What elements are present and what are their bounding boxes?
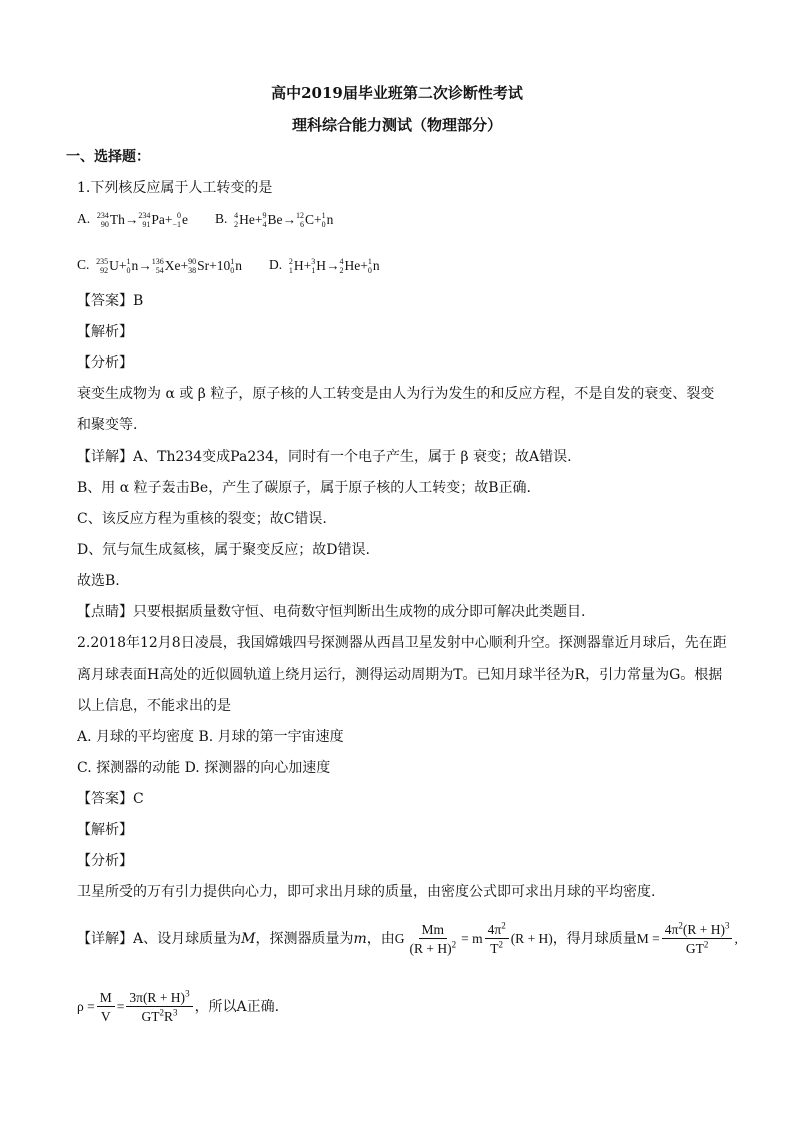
q1-detail-c: C、该反应方程为重核的裂变；故C错误. [77, 511, 327, 527]
q1-choose: 故选B. [77, 573, 120, 589]
q1-option-a-label: A. [77, 211, 91, 226]
q2-density-equation: ρ = $\frac{M}{V}$ = $\frac{3\pi(R + H)^3}{GT^2R^3}$ [77, 990, 195, 1024]
q2-mass-equation: M = $\frac{4\pi^2(R + H)^3}{GT^2}$ , [636, 920, 738, 956]
q1-option-a-equation: 234 90 Th→ 234 91 Pa+ 0 −1 e [96, 210, 189, 229]
q2-detail-mid: ，探测器质量为 [255, 931, 354, 947]
q2-analysis: 卫星所受的万有引力提供向心力，即可求出月球的质量，由密度公式即可求出月球的平均密度. [77, 884, 656, 900]
page-title: 高中2019届毕业班第二次诊断性考试 [271, 84, 523, 102]
q1-option-b-equation: 4 2 He+ 9 4 Be→ 12 6 C+ 1 0 n [234, 210, 334, 229]
q2-options-cd: C. 探测器的动能 D. 探测器的向心加速度 [77, 760, 331, 776]
q2-options-ab: A. 月球的平均密度 B. 月球的第一宇宙速度 [77, 729, 344, 745]
q2-var-M: M [241, 931, 256, 947]
q2-density-suffix: ，所以A正确. [194, 999, 280, 1015]
q1-stem: 1.下列核反应属于人工转变的是 [77, 180, 273, 196]
q2-stem-line-2: 离月球表面H高处的近似圆轨道上绕月运行，测得运动周期为T。已知月球半径为R，引力常量为G。根据 [77, 667, 723, 683]
section-heading: 一、选择题： [66, 149, 150, 165]
q1-option-c-label: C. [77, 257, 90, 272]
q1-option-d-label: D. [269, 257, 283, 272]
q1-option-b-label: B. [215, 211, 228, 226]
q1-option-d-equation: 2 1 H+ 3 1 H→ 4 2 He+ 1 0 n [288, 256, 380, 275]
q2-density-line [77, 990, 279, 1024]
q1-fenxi-label: 【分析】 [77, 355, 133, 371]
q2-stem-line-1: 2.2018年12月8日凌晨，我国嫦娥四号探测器从西昌卫星发射中心顺利升空。探测器靠近月球后，先在距 [77, 635, 727, 651]
page-subtitle: 理科综合能力测试（物理部分） [291, 116, 502, 134]
q2-answer: 【答案】C [77, 791, 144, 807]
q2-detail-line [77, 922, 738, 956]
q2-var-m: m [353, 931, 367, 947]
q1-jiexi-label: 【解析】 [77, 324, 133, 340]
q1-options-cd [77, 256, 380, 275]
q2-detail-mid3: ，得月球质量 [552, 931, 637, 947]
q2-fenxi-label: 【分析】 [77, 853, 133, 869]
q1-options-ab [77, 210, 333, 229]
q1-detail-b: B、用 α 粒子轰击Be，产生了碳原子，属于原子核的人工转变；故B正确. [77, 480, 531, 496]
q1-detail-d: D、氘与氚生成氦核，属于聚变反应；故D错误. [77, 542, 370, 558]
q1-tip: 【点睛】只要根据质量数守恒、电荷数守恒判断出生成物的成分即可解决此类题目. [77, 604, 586, 620]
q1-answer: 【答案】B [77, 293, 144, 309]
q2-detail-mid2: ，由 [366, 931, 395, 947]
q2-jiexi-label: 【解析】 [77, 822, 133, 838]
q1-analysis-line-2: 和聚变等. [77, 417, 138, 433]
q2-detail-prefix: 【详解】A、设月球质量为 [77, 931, 242, 947]
q2-gravity-equation: G $\frac{Mm}{(R + H)^2}$ = m $\frac{4\pi^2}{T^2}$ (R + H) [394, 920, 553, 956]
q2-stem-line-3: 以上信息，不能求出的是 [77, 698, 231, 714]
q1-option-c-equation: 235 92 U+ 1 0 n→ 136 54 Xe+ 90 38 Sr+10 1 0 n [96, 256, 242, 275]
q1-analysis-line-1: 衰变生成物为 α 或 β 粒子，原子核的人工转变是由人为行为发生的和反应方程，不是自发的衰变、裂变 [77, 386, 715, 402]
q1-detail-a: 【详解】A、Th234变成Pa234，同时有一个电子产生，属于 β 衰变；故A错误. [77, 449, 572, 465]
